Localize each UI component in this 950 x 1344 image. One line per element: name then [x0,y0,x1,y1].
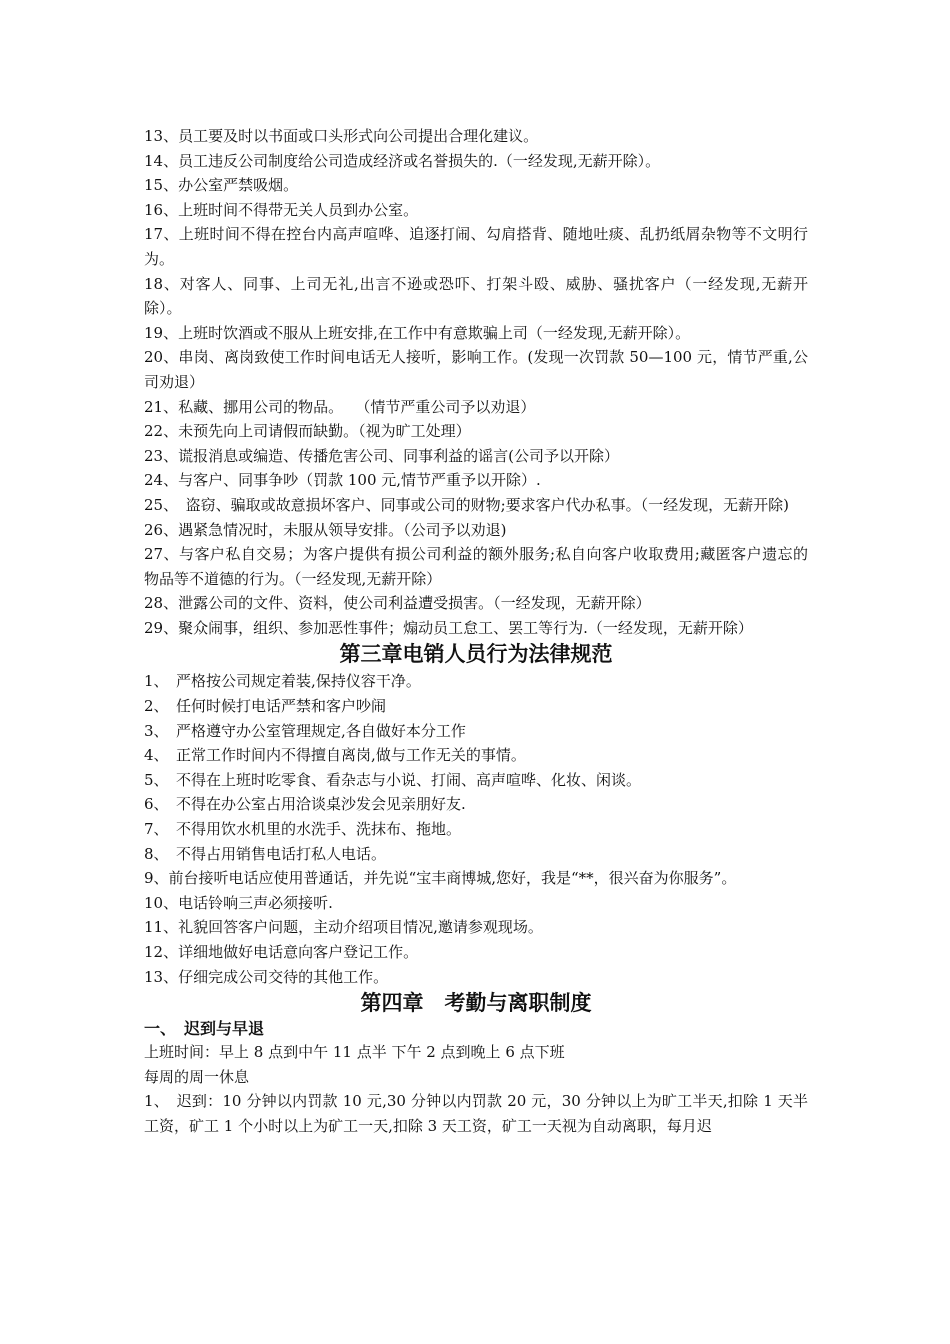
rule-item: 21、私藏、挪用公司的物品。 （情节严重公司予以劝退） [144,397,536,416]
rule-item: 15、办公室严禁吸烟。 [144,176,299,195]
rest-day-text: 每周的周一休息 [144,1067,250,1086]
rule-item: 1、 严格按公司规定着装,保持仪容干净。 [144,672,421,691]
rule-item: 3、 严格遵守办公室管理规定,各自做好本分工作 [144,721,466,740]
rule-item: 27、与客户私自交易；为客户提供有损公司利益的额外服务;私自向客户收取费用;藏匿客户遗忘的 物品等不道德的行为。（一经发现,无薪开除） [144,545,824,588]
section-heading-late-early: 一、 迟到与早退 [144,1019,265,1039]
rule-item: 13、仔细完成公司交待的其他工作。 [144,967,389,986]
rule-item: 17、上班时间不得在控台内高声喧哗、追逐打闹、勾肩搭背、随地吐痰、乱扔纸屑杂物等不文明行为。 [144,225,808,268]
rule-item: 16、上班时间不得带无关人员到办公室。 [144,200,419,219]
section2-rules-list [144,124,824,640]
rule-item: 28、泄露公司的文件、资料，使公司利益遭受损害。（一经发现，无薪开除） [144,594,651,613]
rule-item: 29、聚众闹事，组织、参加恶性事件；煽动员工怠工、罢工等行为.（一经发现，无薪开除） [144,618,753,637]
rule-item: 8、 不得占用销售电话打私人电话。 [144,844,387,863]
chapter4-title: 第四章 考勤与离职制度 [360,991,592,1016]
rule-item: 18、对客人、同事、上司无礼,出言不逊或恐吓、打架斗殴、威胁、骚扰客户（一经发现,无薪开除）。 [144,274,808,318]
work-hours-text: 上班时间：早上 8 点到中午 11 点半 下午 2 点到晚上 6 点下班 [144,1043,565,1062]
rule-item: 4、 正常工作时间内不得擅自离岗,做与工作无关的事情。 [144,746,526,765]
rule-item: 20、串岗、离岗致使工作时间电话无人接听，影响工作。(发现一次罚款 50—100 元，情节严重,公司劝退） [144,348,808,391]
rule-item: 7、 不得用饮水机里的水洗手、洗抹布、拖地。 [144,820,462,839]
rule-item: 25、 盗窃、骗取或故意损坏客户、同事或公司的财物;要求客户代办私事。（一经发现，无薪开除) [144,495,789,514]
chapter4-body [144,1040,808,1138]
rule-item: 5、 不得在上班时吃零食、看杂志与小说、打闹、高声喧哗、化妆、闲谈。 [144,770,642,789]
rule-item: 22、未预先向上司请假而缺勤。（视为旷工处理） [144,422,471,441]
rule-item: 10、电话铃响三声必须接听. [144,893,333,912]
rule-item: 13、员工要及时以书面或口头形式向公司提出合理化建议。 [144,127,539,145]
chapter3-rules-list [144,669,808,989]
rule-item: 6、 不得在办公室占用洽谈桌沙发会见亲朋好友. [144,795,466,814]
late-rule-text: 1、 迟到：10 分钟以内罚款 10 元,30 分钟以内罚款 20 元，30 分钟以上为旷工半天,扣除 1 天半工资，矿工 1 个小时以上为矿工一天,扣除 3 天工资，矿工一天视为自动离职，每月迟 [144,1092,808,1135]
rule-item: 14、员工违反公司制度给公司造成经济或名誉损失的.（一经发现,无薪开除）。 [144,151,661,170]
rule-item: 19、上班时饮酒或不服从上班安排,在工作中有意欺骗上司（一经发现,无薪开除）。 [144,323,691,342]
chapter3-title: 第三章电销人员行为法律规范 [339,642,613,667]
rule-item: 24、与客户、同事争吵（罚款 100 元,情节严重予以开除）. [144,471,541,490]
rule-item: 2、 任何时候打电话严禁和客户吵闹 [144,697,387,716]
document-page [144,124,824,1139]
rule-item: 23、谎报消息或编造、传播危害公司、同事利益的谣言(公司予以开除） [144,446,619,465]
rule-item: 9、前台接听电话应使用普通话，并先说“宝丰商博城,您好，我是“**，很兴奋为你服务”。 [144,869,737,888]
rule-item: 11、礼貌回答客户问题，主动介绍项目情况,邀请参观现场。 [144,918,543,937]
rule-item: 12、详细地做好电话意向客户登记工作。 [144,943,419,961]
rule-item: 26、遇紧急情况时，未服从领导安排。（公司予以劝退) [144,520,507,539]
